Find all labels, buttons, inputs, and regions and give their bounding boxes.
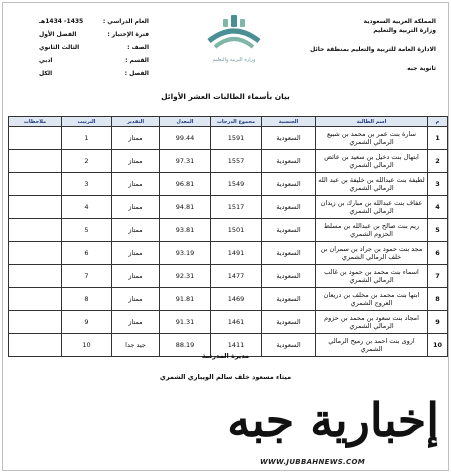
- cell-nationality: السعودية: [262, 265, 316, 288]
- cell-grade: ممتاز: [112, 173, 160, 196]
- col-header-rank: الترتيب: [62, 117, 112, 127]
- cell-total: 1411: [211, 334, 262, 357]
- page-title: بيان بأسماء الطالبات العشر الأوائل: [161, 92, 290, 101]
- cell-average: 92.31: [160, 265, 211, 288]
- cell-name: اسماء بنت محمد بن حمود بن غالب الرمالي الشمري: [316, 265, 428, 288]
- cell-notes: [9, 219, 62, 242]
- logo-caption: وزارة التربية والتعليم: [212, 57, 256, 63]
- cell-index: 7: [428, 265, 448, 288]
- cell-name: سارة بنت عمر بن محمد بن شبيع الرمالي الشمري: [316, 127, 428, 150]
- cell-nationality: السعودية: [262, 127, 316, 150]
- cell-grade: ممتاز: [112, 219, 160, 242]
- watermark-site: WWW.JUBBAHNEWS.COM: [260, 458, 365, 466]
- cell-rank: 8: [62, 288, 112, 311]
- info-value: الكل: [39, 70, 53, 77]
- cell-grade: ممتاز: [112, 311, 160, 334]
- info-label: الصف :: [127, 44, 149, 51]
- cell-grade: ممتاز: [112, 127, 160, 150]
- ministry-logo: [199, 9, 269, 71]
- info-row-grade: [39, 43, 149, 56]
- watermark-logo: إخبارية جبه: [227, 393, 439, 447]
- cell-nationality: السعودية: [262, 242, 316, 265]
- cell-notes: [9, 311, 62, 334]
- cell-nationality: السعودية: [262, 334, 316, 357]
- cell-rank: 4: [62, 196, 112, 219]
- cell-average: 88.19: [160, 334, 211, 357]
- cell-rank: 1: [62, 127, 112, 150]
- cell-name: ابتهال بنت دخيل بن سعيد بن عائض الرمالي الشمري: [316, 150, 428, 173]
- cell-notes: [9, 150, 62, 173]
- cell-name: ريم بنت صالح بن عبدالله بن مسلط الحزوم الشمري: [316, 219, 428, 242]
- cell-grade: ممتاز: [112, 288, 160, 311]
- cell-rank: 7: [62, 265, 112, 288]
- cell-nationality: السعودية: [262, 196, 316, 219]
- kingdom-label: المملكة العربية السعودية: [363, 18, 436, 25]
- cell-average: 94.81: [160, 196, 211, 219]
- cell-average: 99.44: [160, 127, 211, 150]
- cell-average: 91.81: [160, 288, 211, 311]
- col-header-nationality: الجنسية: [262, 117, 316, 127]
- cell-index: 5: [428, 219, 448, 242]
- cell-name: لطيفة بنت عبدالله بن خليفة بن عبد الله الرمالي الشمري: [316, 173, 428, 196]
- ministry-label: وزارة التربية والتعليم: [373, 27, 436, 34]
- cell-total: 1549: [211, 173, 262, 196]
- info-value: الفصل الأول: [39, 31, 77, 38]
- cell-notes: [9, 242, 62, 265]
- cell-rank: 2: [62, 150, 112, 173]
- cell-rank: 9: [62, 311, 112, 334]
- table-row: [9, 242, 448, 265]
- cell-total: 1517: [211, 196, 262, 219]
- table-row: [9, 219, 448, 242]
- col-header-grade: التقدير: [112, 117, 160, 127]
- cell-index: 3: [428, 173, 448, 196]
- cell-index: 2: [428, 150, 448, 173]
- info-label: الفصل :: [124, 70, 149, 77]
- col-header-total: مجموع الدرجات: [211, 117, 262, 127]
- cell-total: 1477: [211, 265, 262, 288]
- cell-rank: 5: [62, 219, 112, 242]
- info-row-department: [39, 56, 149, 69]
- cell-rank: 6: [62, 242, 112, 265]
- cell-nationality: السعودية: [262, 173, 316, 196]
- cell-notes: [9, 265, 62, 288]
- info-label: العام الدراسي :: [102, 18, 149, 25]
- cell-grade: ممتاز: [112, 150, 160, 173]
- cell-total: 1557: [211, 150, 262, 173]
- cell-name: اروى بنت احمد بن رميح الرمالي الشمري: [316, 334, 428, 357]
- cell-name: مجد بنت حمود بن جراد بن سمران بن خلف الرمالي الشمري: [316, 242, 428, 265]
- cell-average: 96.81: [160, 173, 211, 196]
- cell-name: ابتها بنت محمد بن مخلف بن دريعان العروج الشمري: [316, 288, 428, 311]
- cell-index: 8: [428, 288, 448, 311]
- table-row: [9, 127, 448, 150]
- table-row: [9, 173, 448, 196]
- cell-name: امجاد بنت سعود بن محمد بن حزوم الرمالي الشمري: [316, 311, 428, 334]
- table-row: [9, 150, 448, 173]
- cell-grade: ممتاز: [112, 265, 160, 288]
- cell-notes: [9, 173, 62, 196]
- cell-average: 91.31: [160, 311, 211, 334]
- directorate-label: الادارة العامة للتربية والتعليم بمنطقة حائل: [310, 46, 436, 53]
- col-header-index: م: [428, 117, 448, 127]
- cell-average: 93.81: [160, 219, 211, 242]
- cell-nationality: السعودية: [262, 288, 316, 311]
- cell-index: 4: [428, 196, 448, 219]
- info-value: 1435- 1434هـ: [39, 18, 84, 25]
- col-header-notes: ملاحظات: [9, 117, 62, 127]
- info-row-class: [39, 69, 149, 82]
- table-header-row: [9, 117, 448, 127]
- cell-name: عفاف بنت عبدالله بن مبارك بن زيدان الرمالي الشمري: [316, 196, 428, 219]
- cell-grade: ممتاز: [112, 242, 160, 265]
- cell-nationality: السعودية: [262, 311, 316, 334]
- principal-title: مديرة المدرسة: [201, 352, 250, 360]
- cell-rank: 10: [62, 334, 112, 357]
- cell-index: 1: [428, 127, 448, 150]
- ministry-logo-icon: [199, 9, 269, 57]
- cell-nationality: السعودية: [262, 150, 316, 173]
- info-value: ادبي: [39, 57, 53, 64]
- cell-index: 10: [428, 334, 448, 357]
- table-row: [9, 288, 448, 311]
- col-header-name: اسم الطالبة: [316, 117, 428, 127]
- table-row: [9, 196, 448, 219]
- school-label: ثانوية جبه: [407, 65, 436, 72]
- cell-total: 1461: [211, 311, 262, 334]
- info-label: فترة الإختبار :: [107, 31, 149, 38]
- info-row-year: [39, 17, 149, 30]
- cell-grade: ممتاز: [112, 196, 160, 219]
- cell-index: 9: [428, 311, 448, 334]
- table-row: [9, 265, 448, 288]
- cell-notes: [9, 196, 62, 219]
- table-row: [9, 311, 448, 334]
- col-header-average: المعدل: [160, 117, 211, 127]
- cell-total: 1501: [211, 219, 262, 242]
- info-row-term: [39, 30, 149, 43]
- cell-index: 6: [428, 242, 448, 265]
- cell-total: 1491: [211, 242, 262, 265]
- header-right: [296, 17, 436, 73]
- cell-total: 1469: [211, 288, 262, 311]
- cell-grade: جيد جدا: [112, 334, 160, 357]
- info-value: الثالث الثانوي: [39, 44, 80, 51]
- results-table: [8, 116, 448, 357]
- cell-notes: [9, 288, 62, 311]
- cell-nationality: السعودية: [262, 219, 316, 242]
- cell-total: 1591: [211, 127, 262, 150]
- header-left: [39, 17, 149, 82]
- principal-name: ميثاء مسعود خلف سالم الويباري الشمري: [159, 373, 292, 381]
- cell-rank: 3: [62, 173, 112, 196]
- info-label: القسم :: [125, 57, 149, 64]
- cell-notes: [9, 127, 62, 150]
- cell-average: 97.31: [160, 150, 211, 173]
- principal-block: [3, 346, 448, 388]
- cell-average: 93.19: [160, 242, 211, 265]
